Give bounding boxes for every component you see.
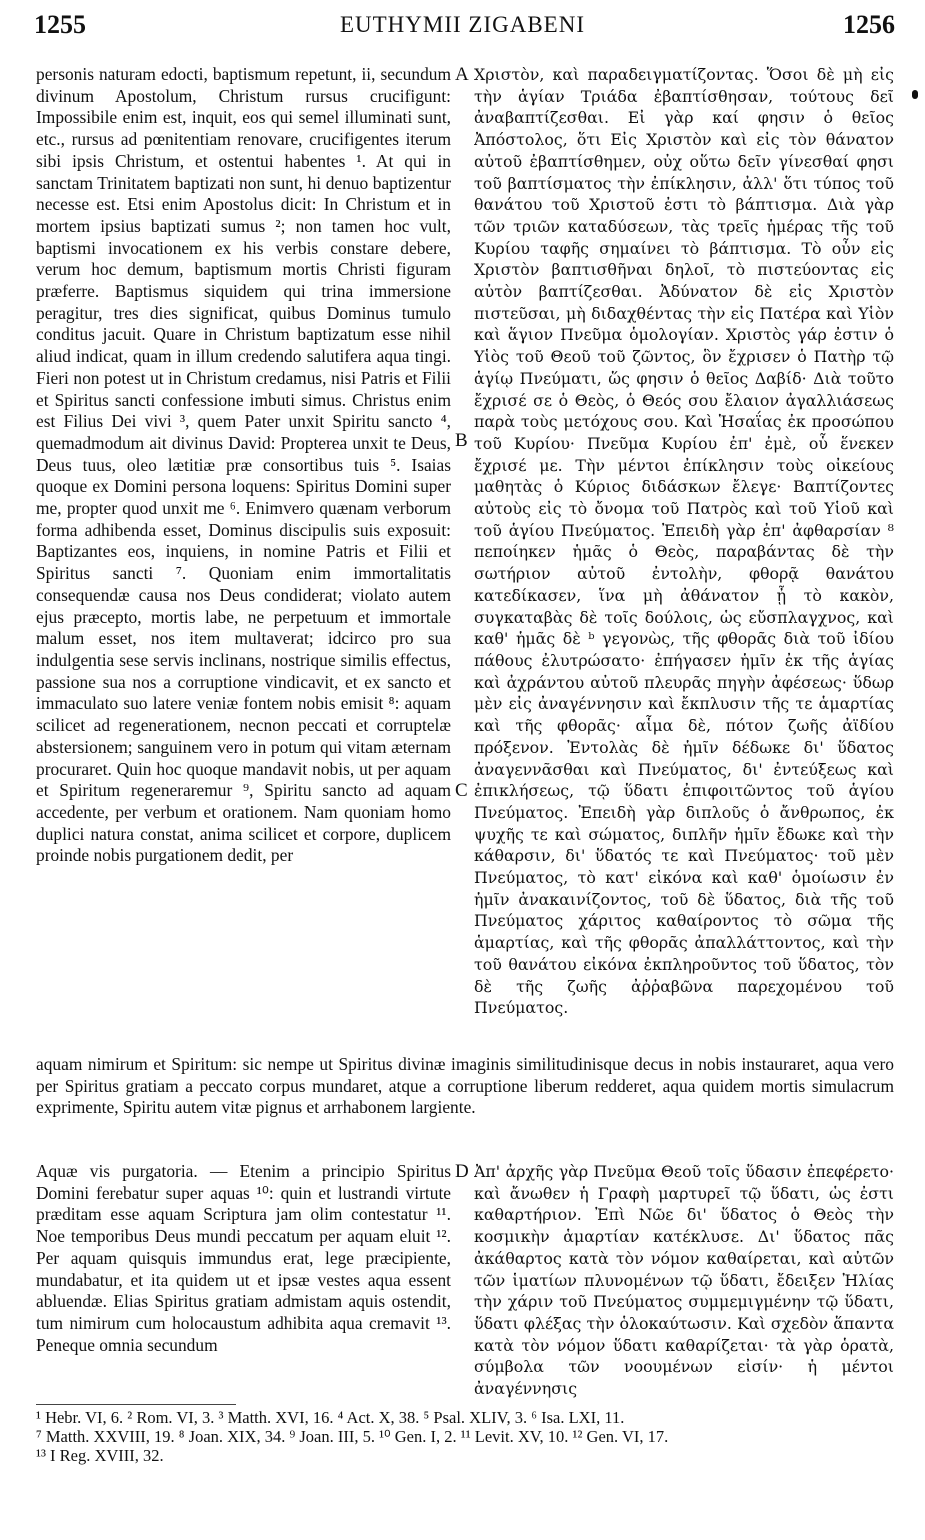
margin-letter-a: A: [455, 64, 469, 85]
greek-text-1: Χριστὸν, καὶ παραδειγματίζοντας. Ὅσοι δὲ μὴ εἰς τὴν ἁγίαν Τριάδα ἐβαπτίσθησαν, τούτους δεῖ ἀναβαπτίζεσθαι. Εἰ γὰρ καί φησιν ὁ θεῖος Ἀπόστολος, ὅτι Εἰς Χριστὸν καὶ εἰς τὸν θάνατον αὐτοῦ ἐβαπτίσθημεν, οὐχ οὕτω δεῖν γίνεσθαί φησι τοῦ βαπτίσματος τὴν ἐπίκλησιν, ἀλλ' ὅτι τύπος τοῦ θανάτου τοῦ Χριστοῦ ἐστι τὸ βάπτισμα. Διὰ γὰρ τῶν τριῶν καταδύσεων, τὰς τρεῖς ἡμέρας τῆς τοῦ Κυρίου ταφῆς σημαίνει τὸ βάπτισμα. Τὸ οὖν εἰς Χριστὸν βαπτισθῆναι δηλοῖ, τὸ πιστεύοντας εἰς αὐτὸν βαπτίζεσθαι. Ἀδύνατον δὲ εἰς Χριστὸν πιστεῦσαι, μὴ διδαχθέντας τὴν εἰς Πατέρα καὶ Υἱὸν καὶ ἅγιον Πνεῦμα ὁμολογίαν. Χριστὸς γάρ ἐστιν ὁ Υἱὸς τοῦ Θεοῦ τοῦ ζῶντος, ὃν ἔχρισεν ὁ Πατὴρ τῷ ἁγίῳ Πνεύματι, ὥς φησιν ὁ θεῖος Δαβίδ· Διὰ τοῦτο ἔχρισέ σε ὁ Θεὸς, ὁ Θεός σου ἔλαιον ἀγαλλιάσεως παρὰ τοὺς μετόχους σου. Καὶ Ἡσαΐας ἐκ προσώπου τοῦ Κυρίου· Πνεῦμα Κυρίου ἐπ' ἐμὲ, οὗ ἕνεκεν ἔχρισέ με. Τὴν μέντοι ἐπίκλησιν τοὺς οἰκείους μαθητὰς ὁ Κύριος διδάσκων ἔλεγε· Βαπτίζοντες αὐτοὺς εἰς τὸ ὄνομα τοῦ Πατρὸς καὶ τοῦ Υἱοῦ καὶ τοῦ ἁγίου Πνεύματος. Ἐπειδὴ γὰρ ἐπ' ἀφθαρσίαν ⁸ πεποίηκεν ἡμᾶς ὁ Θεὸς, παραβάντας δὲ τὴν σωτήριον αὐτοῦ ἐντολὴν, φθορᾷ θανάτου κατεδίκασεν, ἵνα μὴ ἀθάνατον ᾖ τὸ κακὸν, συγκαταβὰς δὲ τοῖς δούλοις, ὡς εὔσπλαγχνος, καὶ καθ' ἡμᾶς δὲ ᵇ γεγονὼς, τῆς φθορᾶς διὰ τοῦ ἰδίου πάθους ἐλυτρώσατο· ἐπήγασεν ἡμῖν ἐκ τῆς ἁγίας καὶ ἀχράντου αὐτοῦ πλευρᾶς πηγὴν ἀφέσεως· ὕδωρ μὲν εἰς ἀναγέννησιν καὶ ἔκπλυσιν τῆς τε ἁμαρτίας καὶ τῆς φθορᾶς· αἷμα δὲ, πότον ζωῆς ἀϊδίου πρόξενον. Ἐντολὰς δὲ ἡμῖν δέδωκε δι' ὕδατος ἀναγεννᾶσθαι καὶ Πνεύματος, δι' ἐντεύξεως καὶ ἐπικλήσεως, τῷ ὕδατι ἐπιφοιτῶντος τοῦ ἁγίου Πνεύματος. Ἐπειδὴ γὰρ διπλοῦς ὁ ἄνθρωπος, ἐκ ψυχῆς τε καὶ σώματος, διπλῆν ἡμῖν ἔδωκε καὶ τὴν κάθαρσιν, δι' ὕδατός τε καὶ Πνεύματος· τοῦ μὲν Πνεύματος, τὸ κατ' εἰκόνα καὶ καθ' ὁμοίωσιν ἐν ἡμῖν ἀνακαινίζοντος, τοῦ δὲ ὕδατος, διὰ τῆς τοῦ Πνεύματος χάριτος καθαίροντος τὸ σῶμα τῆς ἁμαρτίας, καὶ τῆς φθορᾶς ἀπαλλάττοντος, καὶ τὴν τοῦ θανάτου εἰκόνα ἐκπληροῦντος τοῦ ὕδατος, τὸν δὲ τῆς ζωῆς ἀῤῥαβῶνα παρεχομένου τοῦ Πνεύματος.: [474, 65, 894, 1018]
margin-mark: [912, 90, 918, 99]
page-header: [0, 10, 925, 46]
footnotes: [36, 1408, 896, 1465]
greek-text-2: Ἀπ' ἀρχῆς γὰρ Πνεῦμα Θεοῦ τοῖς ὕδασιν ἐπεφέρετο· καὶ ἄνωθεν ἡ Γραφὴ μαρτυρεῖ τῷ ὕδατι, ὡς ἐστι καθαρτήριον. Ἐπὶ Νῶε δι' ὕδατος ὁ Θεὸς τὴν κοσμικὴν ἁμαρτίαν κατέκλυσε. Δι' ὕδατος πᾶς ἀκάθαρτος κατὰ τὸν νόμον καθαίρεται, καὶ αὐτῶν τῶν ἱματίων πλυνομένων τῷ ὕδατι, ἔδειξεν Ἠλίας τὴν χάριν τοῦ Πνεύματος συμμεμιγμένην τῷ ὕδατι, ὕδατι φλέξας τὴν ὁλοκαύτωσιν. Καὶ σχεδὸν ἅπαντα κατὰ τὸν νόμον ὕδατι καθαρίζεται· τὰ γὰρ ὁρατὰ, σύμβολα τῶν νοουμένων εἰσίν· ἡ μέντοι ἀναγέννησις: [474, 1162, 894, 1399]
latin-text-2: Aquæ vis purgatoria. — Etenim a principio Spiritus Domini ferebatur super aquas ¹⁰: quin et lustrandi virtute præditam esse aquam Scriptura jam olim contestatur ¹¹. Noe temporibus Deus mundi peccatum per aquam eluit ¹². Per aquam quisquis immundus erat, lege præcipiente, mundabatur, et ita quidem ut et ipsæ vestes aqua essent abluendæ. Elias Spiritus gratiam admistam aquis ostendit, tum nimirum cum holocaustum adhibita aqua cremavit ¹³. Peneque omnia secundum: [36, 1161, 451, 1355]
latin-column-top: [36, 64, 451, 1064]
footnote-line: ¹ Hebr. VI, 6. ² Rom. VI, 3. ³ Matth. XVI, 16. ⁴ Act. X, 38. ⁵ Psal. XLIV, 3. ⁶ Isa. LXI, 11.: [36, 1408, 625, 1427]
running-title: EUTHYMII ZIGABENI: [339, 12, 586, 37]
page-number-right: 1256: [843, 10, 895, 39]
footnote-line: ¹³ I Reg. XVIII, 32.: [36, 1446, 164, 1465]
footnote-rule: [36, 1404, 236, 1405]
latin-full-width-block: [36, 1054, 894, 1154]
margin-letter-c: C: [455, 780, 468, 801]
greek-column-top: [474, 64, 894, 1064]
footnote-line: ⁷ Matth. XXVIII, 19. ⁸ Joan. XIX, 34. ⁹ Joan. III, 5. ¹⁰ Gen. I, 2. ¹¹ Levit. XV, 10. ¹² Gen. VI, 17.: [36, 1427, 669, 1446]
latin-text-1: personis naturam edocti, baptismum repetunt, ii, secundum divinum Apostolum, Christum rursus crucifigunt: Impossibile enim est, inquit, eos qui semel illuminati sunt, etc., rursus ad pœnitentiam renovare, crucifigentes iterum sibi ipsis Christum, et ostentui habentes ¹. At qui in sanctam Trinitatem baptizati non sunt, hi denuo baptizentur necesse est. Etsi enim Apostolus dicit: In Christum et in mortem ipsius baptizati sumus ²; non tamen hoc vult, baptismi invocationem ex his verbis constare debere, verum hoc demum, baptismum mortis Christi figuram præferre. Baptismus siquidem qui trina immersione peragitur, tres dies significat, quibus Dominus tumulo conditus jacuit. Quare in Christum baptizatum esse nihil aliud indicat, quam in illum credendo salutifera aqua tingi. Fieri non potest ut in Christum credamus, nisi Patris et Filii et Spiritus sancti confessione imbuti simus. Christus enim est Filius Dei vivi ³, quem Pater unxit Spiritu sancto ⁴, quemadmodum ait divinus David: Propterea unxit te Deus, Deus tuus, oleo lætitiæ præ consortibus tuis ⁵. Isaias quoque ex Domini persona loquens: Spiritus Domini super me, propter quod unxit me ⁶. Enimvero quænam verborum forma adhibenda esset, Dominus discipulis suis exposuit: Baptizantes eos, inquiens, in nomine Patris et Filii et Spiritus sancti ⁷. Quoniam enim immortalitatis consequendæ causa nos Deus condiderat; violato autem ejus præcepto, mortis labe, ne perpetuum et immortale malum esset, nos item multaverat; idcirco pro sua indulgentia sese servis inclinans, nostrique similis effectus, passione sua nos a corruptione vindicavit, et ex sancto et immaculato suo latere veniæ fontem nobis emisit ⁸: aquam scilicet ad regenerationem, necnon peccati et corruptelæ abstersionem; sanguinem vero in potum qui vitam æternam procuraret. Quin hoc quoque mandavit nobis, ut per aquam et Spiritum regeneraremur ⁹, Spiritu sancto ad aquam accedente, per verbum et orationem. Nam quoniam homo duplici natura constat, anima scilicet et corpore, duplicem proinde nobis purgationem dedit, per: [36, 64, 451, 866]
margin-letter-d: D: [455, 1161, 469, 1182]
page-number-left: 1255: [34, 10, 86, 39]
greek-column-bottom: [474, 1161, 894, 1401]
latin-text-full: aquam nimirum et Spiritum: sic nempe ut Spiritus divinæ imaginis similitudinisque decus in nobis instauraret, aqua vero per Spiritus gratiam a peccato corpus mundaret, atque a corruptione liberum redderet, aqua quidem mortis simulacrum exprimente, Spiritu autem vitæ pignus et arrhabonem largiente.: [36, 1054, 894, 1118]
margin-letter-b: B: [455, 430, 468, 451]
latin-column-bottom: [36, 1161, 451, 1401]
